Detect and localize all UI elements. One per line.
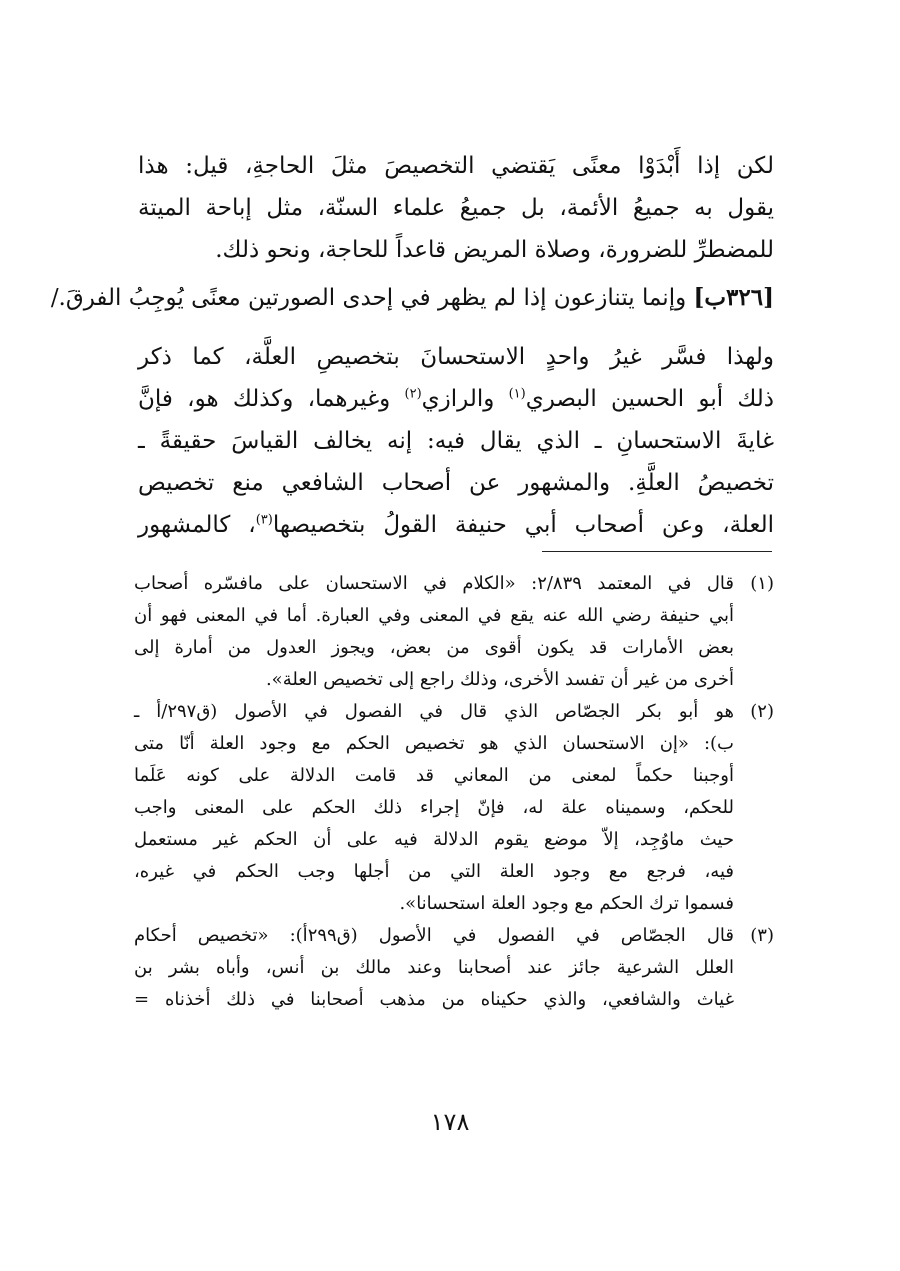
footnote-ref-3[interactable]: (٣)	[255, 512, 273, 528]
footnote-ref-2[interactable]: (٢)	[404, 386, 422, 402]
footnote-2-line-1: هو أبو بكر الجصّاص الذي قال في الفصول في الأصول (ق٢٩٧/أ ـ	[134, 701, 734, 722]
footnote-1-line-4: أخرى من غير أن تفسد الأخرى، وذلك راجع إلى تخصيص العلة».	[265, 669, 734, 690]
paragraph-2-line-2-end: وغيرهما، وكذلك هو، فإنَّ	[138, 386, 405, 412]
paragraph-2-line-2	[138, 378, 774, 420]
manuscript-reference-line	[50, 277, 774, 319]
footnote-2-number: (٢)	[750, 701, 774, 722]
footnotes	[134, 568, 774, 1016]
paragraph-1-line-1: لكن إذا أَبْدَوْا معنًى يَقتضي التخصيصَ مثلَ الحاجةِ، قيل: هذا	[138, 153, 774, 179]
footnote-ref-1[interactable]: (١)	[508, 386, 526, 402]
paragraph-2-line-5-start: العلة، وعن أصحاب أبي حنيفة القولُ بتخصيصها	[272, 512, 775, 538]
footnote-2	[134, 696, 774, 920]
footnote-3	[134, 920, 774, 1016]
footnote-1-line-2: أبي حنيفة رضي الله عنه يقع في المعنى وفي العبارة. أما في المعنى فهو أن	[134, 605, 734, 626]
footnote-2-line-2: ب): «إن الاستحسان الذي هو تخصيص الحكم مع وجود العلة أنّا متى	[134, 733, 734, 754]
paragraph-2-line-5	[138, 504, 774, 546]
footnote-2-line-3: أوجبنا حكماً لمعنى من المعاني قد قامت الدلالة على كونه عَلَما	[134, 765, 734, 786]
paragraph-2	[138, 336, 774, 546]
paragraph-2-line-2-start: ذلك أبو الحسين البصري	[525, 386, 774, 412]
footnote-3-line-2: العلل الشرعية جائز عند أصحابنا وعند مالك بن أنس، وأباه بشر بن	[134, 957, 734, 978]
paragraph-2-line-3: غايةَ الاستحسانِ ـ الذي يقال فيه: إنه يخالف القياسَ حقيقةً ـ	[138, 428, 774, 454]
footnote-2-line-4: للحكم، وسميناه علة له، فإنّ إجراء ذلك الحكم على المعنى واجب	[134, 797, 734, 818]
footnote-3-number: (٣)	[750, 925, 774, 946]
paragraph-2-line-2-mid: والرازي	[421, 386, 509, 412]
footnote-1-line-1: قال في المعتمد ٢/٨٣٩: «الكلام في الاستحسان على مافسّره أصحاب	[134, 573, 734, 594]
paragraph-1-line-2: يقول به جميعُ الأئمة، بل جميعُ علماء السنّة، مثل إباحة الميتة	[138, 195, 774, 221]
paragraph-2-line-5-end: ، كالمشهور	[138, 512, 256, 538]
footnote-2-line-5: حيث ماوُجِد، إلاّ موضع يقوم الدلالة فيه على أن الحكم غير مستعمل	[134, 829, 734, 850]
footnote-1-number: (١)	[750, 573, 774, 594]
footnote-2-line-7: فسموا ترك الحكم مع وجود العلة استحسانا».	[399, 893, 734, 914]
footnote-separator-rule	[542, 551, 772, 552]
footnote-3-line-3: غياث والشافعي، والذي حكيناه من مذهب أصحابنا في ذلك أخذناه =	[134, 989, 734, 1010]
footnote-1	[134, 568, 774, 696]
footnote-2-line-6: فيه، فرجع مع وجود العلة التي من أجلها وجب الحكم في غيره،	[134, 861, 734, 882]
page-number: ١٧٨	[430, 1108, 470, 1136]
paragraph-2-line-4: تخصيصُ العلَّةِ. والمشهور عن أصحاب الشافعي منع تخصيص	[138, 470, 774, 496]
footnote-1-line-3: بعض الأمارات قد يكون أقوى من بعض، ويجوز العدول من أمارة إلى	[134, 637, 734, 658]
manuscript-reference-text: وإنما يتنازعون إذا لم يظهر في إحدى الصورتين معنًى يُوجِبُ الفرقَ./	[50, 285, 687, 311]
footnote-3-line-1: قال الجصّاص في الفصول في الأصول (ق٢٩٩أ): «تخصيص أحكام	[134, 925, 735, 946]
paragraph-2-line-1: ولهذا فسَّر غيرُ واحدٍ الاستحسانَ بتخصيصِ العلَّة، كما ذكر	[138, 344, 774, 370]
paragraph-1-line-3: للمضطرِّ للضرورة، وصلاة المريض قاعداً للحاجة، ونحو ذلك.	[215, 237, 774, 263]
manuscript-folio-ref: [٣٢٦ب]	[693, 284, 774, 311]
paragraph-1	[138, 145, 774, 271]
